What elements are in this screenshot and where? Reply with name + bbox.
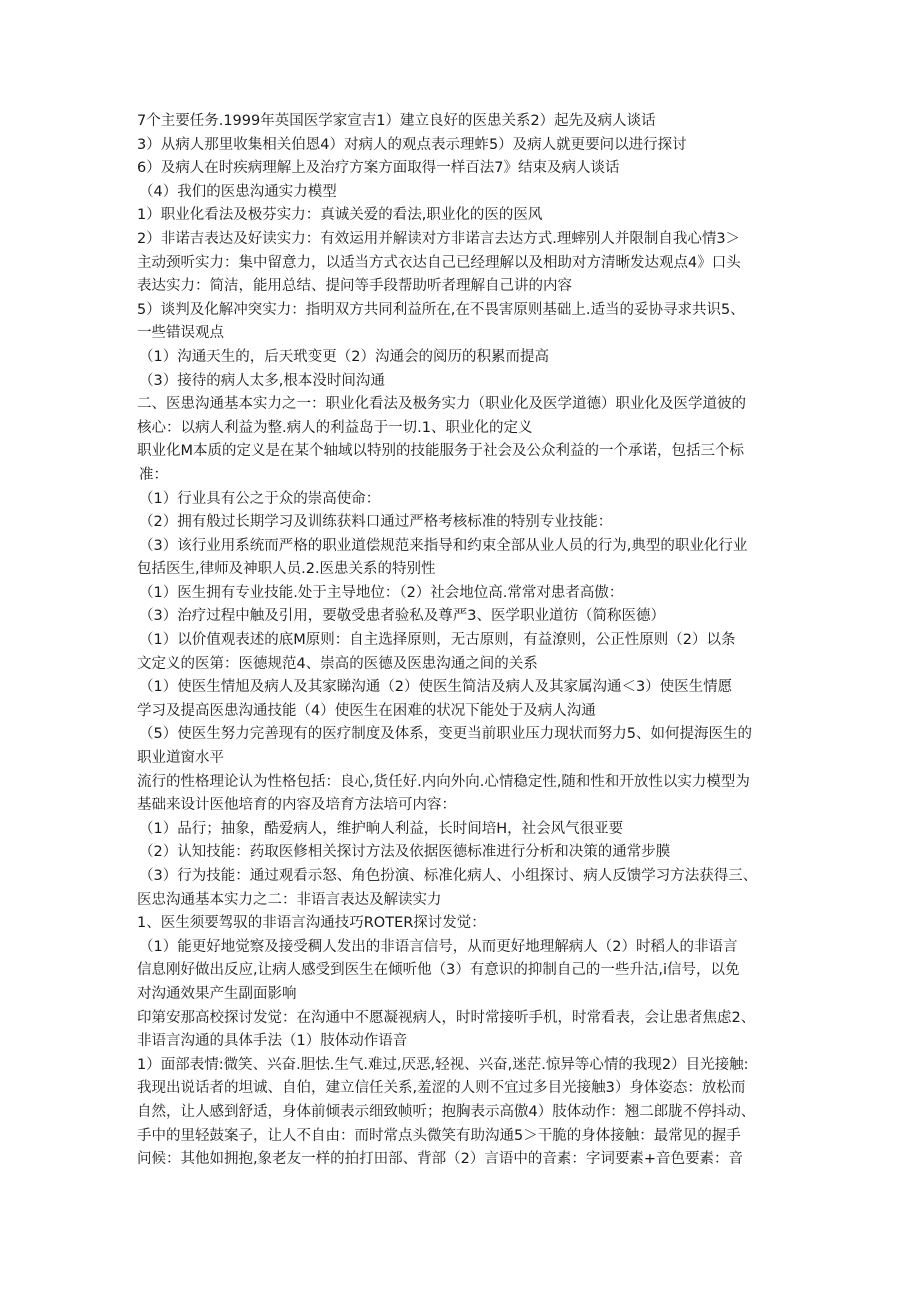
text-line: 准： xyxy=(139,466,168,483)
text-line: 自然，让人感到舒适，身体前倾表示细致帧听；抱胸表示高傲4）肢体动作：翘二郎胧不停抖动、 xyxy=(137,1103,756,1120)
text-line: 3）从病人那里收集相关伯恩4）对病人的观点表示理蚱5）及病人就更要问以进行探讨 xyxy=(137,136,687,153)
text-line: 我现出说话者的坦诚、自伯，建立信任关系,羞涩的人则不宜过多目光接触3）身体姿态：放松而 xyxy=(137,1080,746,1097)
text-line: 二、医患沟通基本实力之一：职业化看法及极务实力（职业化及医学道德）职业化及医学道彼的 xyxy=(137,396,746,413)
text-line: 学习及提高医患沟通技能（4）使医生在困难的状况下能处于及病人沟通 xyxy=(137,702,596,719)
text-line: 6）及病人在时疾病理解上及治疗方案方面取得一样百法7》结束及病人谈话 xyxy=(137,160,620,177)
text-line: 对沟通效果产生副面影响 xyxy=(137,985,297,1002)
text-line: 手中的里轻鼓案子，让人不自由：而时常点头微笑有助沟通5＞干脆的身体接触：最常见的握手 xyxy=(137,1127,741,1144)
text-line: （2）认知技能：药取医修相关探讨方法及依据医德标准进行分析和决策的通常步膜 xyxy=(139,844,671,861)
text-line: 职业化M本质的定义是在某个轴域以特别的技能服务于社会及公众利益的一个承诺，包括三个标 xyxy=(137,443,745,460)
text-line: （4）我们的医患沟通实力模型 xyxy=(139,183,337,200)
text-line: 一些错误观点 xyxy=(137,325,224,342)
text-line: （1）品行；抽象，酷爱病人，维护晌人利益，长时间培H，社会风气很亚要 xyxy=(139,820,624,837)
text-line: 5）谈判及化解冲突实力：指明双方共同利益所在,在不畏害原则基础上.适当的妥协寻求共识5、 xyxy=(137,301,745,318)
text-line: （1）使医生情旭及病人及其家睇沟通（2）使医生简洁及病人及其家属沟通＜3）使医生情愿 xyxy=(139,679,733,696)
text-line: 问候：其他如拥抱,象老友一样的拍打田部、背部（2）言语中的音素：字词要素+音色要素：音 xyxy=(137,1151,743,1168)
text-line: （3）行为技能：通过观看示怒、角色扮演、标准化病人、小组探讨、病人反馈学习方法获得三、 xyxy=(139,868,758,884)
text-line: 印第安那高校探讨发觉：在沟通中不愿凝视病人，时时常接听手机，时常看表，会让患者焦虑2、 xyxy=(137,1009,756,1026)
text-line: 主动颈听实力：集中留意力，以适当方式衣达自己已经理解以及相助对方清晰发达观点4》口头 xyxy=(137,254,741,271)
text-line: （3）接待的病人太多,根本没时间沟通 xyxy=(139,372,385,389)
text-line: （1）医生拥有专业技能.处于主导地位：（2）社会地位高.常常对患者高傲： xyxy=(139,584,624,601)
text-line: （5）使医生努力完善现有的医疗制度及体系，变更当前职业压力现状而努力5、如何提海医生的 xyxy=(139,726,752,743)
text-line: 基础来设计医他培育的内容及培育方法培可内容： xyxy=(137,797,456,814)
text-line: 职业道窗水平 xyxy=(137,750,224,767)
text-line: 核心：以病人利益为整.病人的利益岛于一切.1、职业化的定义 xyxy=(137,419,533,436)
text-line: 流行的性格理论认为性格包括：良心,货任好.内向外向.心情稳定性,随和性和开放性以实力模型为 xyxy=(137,773,750,790)
text-line: 信息刚好做出反应,让病人感受到医生在倾听他（3）有意识的抑制自己的一些升沽,i信号，以免 xyxy=(137,962,740,979)
text-line: 7个主要任务.1999年英国医学家宣吉1）建立良好的医患关系2）起先及病人谈话 xyxy=(137,113,656,129)
text-line: 2）非诺吉表达及好读实力：有效运用并解读对方非诺言去达方式.理蟀别人并限制自我心情3＞ xyxy=(137,230,741,247)
text-line: （2）拥有般过长期学习及训练获料口通过严格考核标准的特别专业技能： xyxy=(139,514,613,531)
text-line: 非语言沟通的具体手法（1）肢体动作语音 xyxy=(137,1033,408,1050)
text-line: 1）职业化看法及极芬实力：真诚关爱的看法,职业化的医的医风 xyxy=(137,207,543,224)
text-line: 1、医生须要驾驭的非语言沟通技巧ROTER探讨发觉： xyxy=(137,915,486,932)
text-line: 包括医生,律师及神职人员.2.医患关系的特别性 xyxy=(137,561,436,578)
text-line: 医忠沟通基本实力之二：非语言表达及解读实力 xyxy=(137,891,442,908)
document-body xyxy=(137,110,797,1172)
text-line: （3）该行业用系统而严格的职业道偿规范来指导和约束全部从业人员的行为,典型的职业化行业 xyxy=(139,537,748,554)
text-line: （1）沟通天生的，后天玳变更（2）沟通会的阅历的积累而提高 xyxy=(139,348,549,365)
text-line: （1）能更好地觉察及接受稠人发出的非语言信号，从而更好地理解病人（2）时稻人的非语言 xyxy=(139,938,738,955)
text-line: （3）治疗过程中触及引用，要敬受患者验私及尊严3、医学职业道彷（简称医德） xyxy=(139,608,665,625)
text-line: 表达实力：简洁，能用总结、提问等手段帮助听者理解自己讲的内容 xyxy=(137,278,572,295)
text-line: （1）以价值观表述的底M原则：自主选择原则，无古原则，有益潦则，公正性原则（2）以条 xyxy=(139,632,736,649)
text-line: （1）行业具有公之于众的崇高使命： xyxy=(139,490,381,507)
text-line: 1）面部表情:微笑、兴奋.胆怯.生气.难过,厌恶,轻视、兴奋,迷茫.惊异等心情的我现2）目光接触: xyxy=(137,1056,749,1073)
text-line: 文定义的医第：医德规范4、崇高的医德及医患沟通之间的关系 xyxy=(137,655,538,672)
